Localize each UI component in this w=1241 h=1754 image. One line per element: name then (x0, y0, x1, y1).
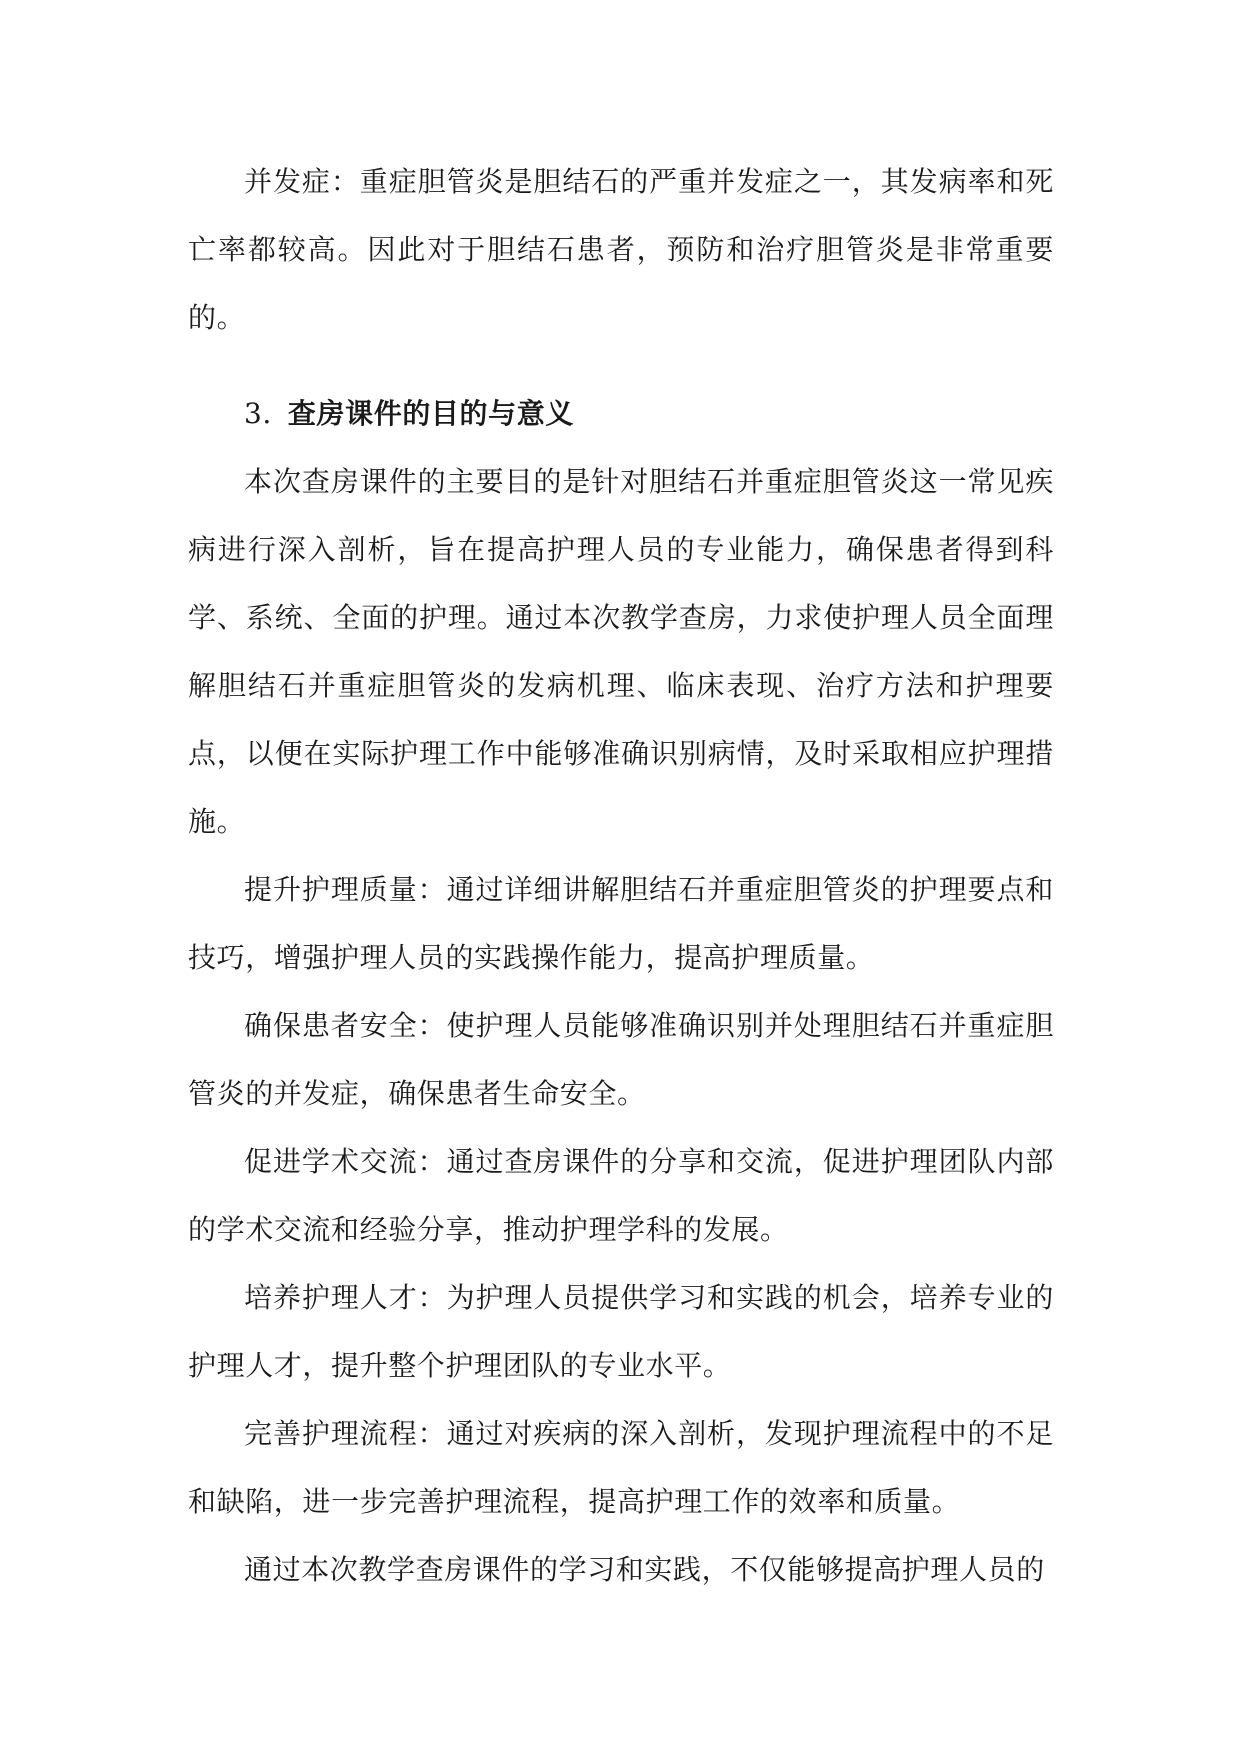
paragraph-patient-safety: 确保患者安全：使护理人员能够准确识别并处理胆结石并重症胆管炎的并发症，确保患者生命安全。 (188, 1009, 1054, 1110)
paragraph-academic-exchange: 促进学术交流：通过查房课件的分享和交流，促进护理团队内部的学术交流和经验分享，推动护理学科的发展。 (188, 1145, 1054, 1246)
paragraph-complications: 并发症：重症胆管炎是胆结石的严重并发症之一，其发病率和死亡率都较高。因此对于胆结石患者，预防和治疗胆管炎是非常重要的。 (188, 165, 1054, 334)
paragraph-improve-quality: 提升护理质量：通过详细讲解胆结石并重症胆管炎的护理要点和技巧，增强护理人员的实践操作能力，提高护理质量。 (188, 873, 1054, 974)
paragraph-improve-process: 完善护理流程：通过对疾病的深入剖析，发现护理流程中的不足和缺陷，进一步完善护理流程，提高护理工作的效率和质量。 (188, 1417, 1054, 1518)
section-title: 查房课件的目的与意义 (287, 397, 574, 430)
document-page (188, 148, 1054, 1604)
paragraph-main-purpose: 本次查房课件的主要目的是针对胆结石并重症胆管炎这一常见疾病进行深入剖析，旨在提高护理人员的专业能力，确保患者得到科学、系统、全面的护理。通过本次教学查房，力求使护理人员全面理解胆结石并重症胆管炎的发病机理、临床表现、治疗方法和护理要点，以便在实际护理工作中能够准确识别病情，及时采取相应护理措施。 (188, 465, 1054, 838)
paragraph-train-talent: 培养护理人才：为护理人员提供学习和实践的机会，培养专业的护理人才，提升整个护理团队的专业水平。 (188, 1281, 1054, 1382)
section-number: 3. (244, 397, 272, 430)
section-heading (188, 380, 1054, 448)
paragraph-conclusion: 通过本次教学查房课件的学习和实践，不仅能够提高护理人员的 (244, 1553, 1045, 1586)
